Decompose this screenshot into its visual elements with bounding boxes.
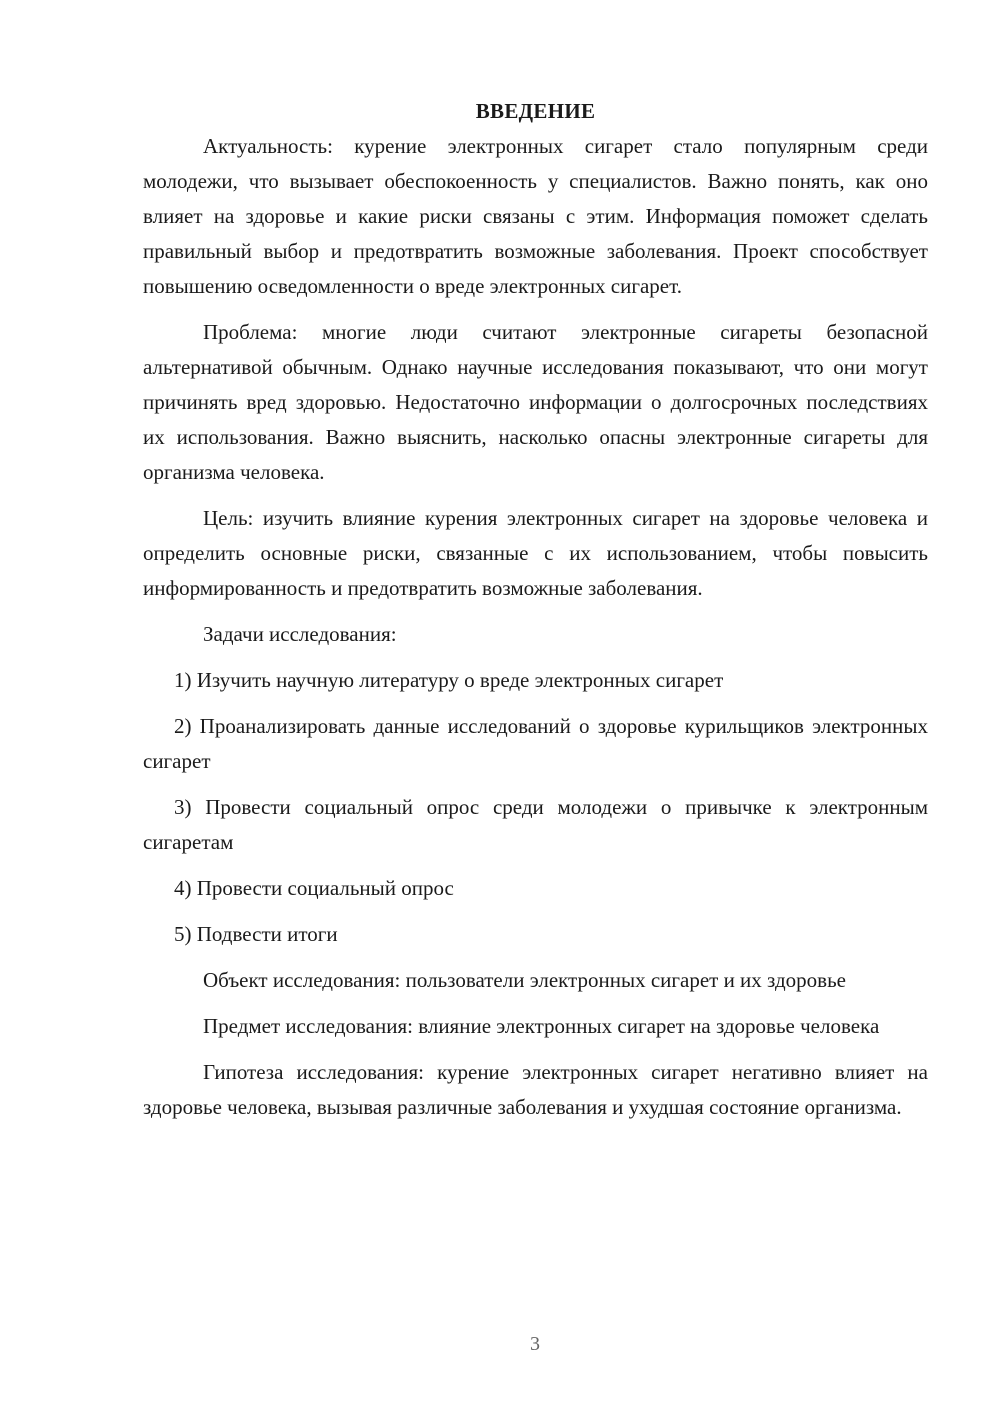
object-paragraph: Объект исследования: пользователи электронных сигарет и их здоровье <box>203 968 846 992</box>
task-item-1: 1) Изучить научную литературу о вреде электронных сигарет <box>174 668 724 692</box>
hypothesis-paragraph: Гипотеза исследования: курение электронных сигарет негативно влияет на здоровье человека, вызывая различные заболевания и ухудшая состояние организма. <box>143 1060 928 1119</box>
task-item-5: 5) Подвести итоги <box>174 922 338 946</box>
goal-paragraph: Цель: изучить влияние курения электронных сигарет на здоровье человека и определить основные риски, связанные с их использованием, чтобы повысить информированность и предотвратить возможные заболевания. <box>143 506 928 600</box>
tasks-heading: Задачи исследования: <box>203 622 397 646</box>
task-item-4: 4) Провести социальный опрос <box>174 876 454 900</box>
document-page <box>143 94 928 1125</box>
page-title: ВВЕДЕНИЕ <box>475 99 596 123</box>
page-number: 3 <box>530 1333 540 1355</box>
relevance-paragraph: Актуальность: курение электронных сигарет стало популярным среди молодежи, что вызывает обеспокоенность у специалистов. Важно понять, как оно влияет на здоровье и какие риски связаны с этим. Информация поможет сделать правильный выбор и предотвратить возможные заболевания. Проект способствует повышению осведомленности о вреде электронных сигарет. <box>143 134 928 298</box>
problem-paragraph: Проблема: многие люди считают электронные сигареты безопасной альтернативой обычным. Однако научные исследования показывают, что они могут причинять вред здоровью. Недостаточно информации о долгосрочных последствиях их использования. Важно выяснить, насколько опасны электронные сигареты для организма человека. <box>143 320 928 484</box>
task-item-3: 3) Провести социальный опрос среди молодежи о привычке к электронным сигаретам <box>143 795 928 854</box>
subject-paragraph: Предмет исследования: влияние электронных сигарет на здоровье человека <box>203 1014 880 1038</box>
task-item-2: 2) Проанализировать данные исследований о здоровье курильщиков электронных сигарет <box>143 714 928 773</box>
